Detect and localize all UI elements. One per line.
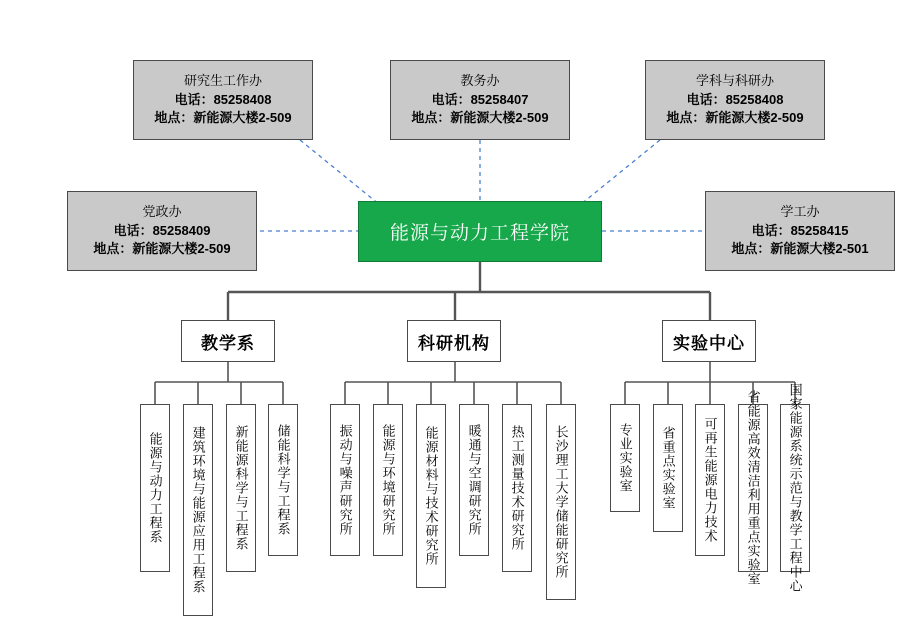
- admin-office-academic-affairs[interactable]: [390, 60, 570, 140]
- list-item[interactable]: 省能源高效清洁利用重点实验室: [738, 404, 768, 572]
- office-phone: 电话：85258408: [686, 91, 784, 107]
- list-item[interactable]: 新能源科学与工程系: [226, 404, 256, 572]
- branch-experiment-centers[interactable]: 实验中心: [662, 320, 756, 362]
- list-item[interactable]: 专业实验室: [610, 404, 640, 512]
- admin-office-student-affairs[interactable]: [705, 191, 895, 271]
- office-name: 研究生工作办: [183, 72, 262, 88]
- office-location: 地点：新能源大楼2-509: [93, 241, 231, 257]
- office-name: 学科与科研办: [695, 72, 774, 88]
- list-item[interactable]: 暖通与空调研究所: [459, 404, 489, 556]
- office-phone: 电话：85258415: [751, 222, 849, 238]
- list-item[interactable]: 省重点实验室: [653, 404, 683, 532]
- office-location: 地点：新能源大楼2-501: [731, 241, 869, 257]
- office-phone: 电话：85258409: [113, 222, 211, 238]
- office-name: 学工办: [780, 203, 820, 219]
- list-item[interactable]: 振动与噪声研究所: [330, 404, 360, 556]
- list-item[interactable]: 长沙理工大学储能研究所: [546, 404, 576, 600]
- list-item[interactable]: 储能科学与工程系: [268, 404, 298, 556]
- list-item[interactable]: 热工测量技术研究所: [502, 404, 532, 572]
- list-item[interactable]: 能源与动力工程系: [140, 404, 170, 572]
- office-phone: 电话：85258408: [174, 91, 272, 107]
- office-location: 地点：新能源大楼2-509: [154, 110, 292, 126]
- list-item[interactable]: 国家能源系统示范与教学工程中心: [780, 404, 810, 572]
- center-node-college[interactable]: 能源与动力工程学院: [358, 201, 602, 262]
- list-item[interactable]: 能源与环境研究所: [373, 404, 403, 556]
- admin-office-party-administration[interactable]: [67, 191, 257, 271]
- branch-research-institutes[interactable]: 科研机构: [407, 320, 501, 362]
- list-item[interactable]: 可再生能源电力技术: [695, 404, 725, 556]
- office-phone: 电话：85258407: [431, 91, 529, 107]
- office-name: 党政办: [142, 203, 182, 219]
- list-item[interactable]: 建筑环境与能源应用工程系: [183, 404, 213, 616]
- office-location: 地点：新能源大楼2-509: [666, 110, 804, 126]
- list-item[interactable]: 能源材料与技术研究所: [416, 404, 446, 588]
- admin-office-graduate-affairs[interactable]: [133, 60, 313, 140]
- office-location: 地点：新能源大楼2-509: [411, 110, 549, 126]
- branch-teaching-departments[interactable]: 教学系: [181, 320, 275, 362]
- admin-office-discipline-research[interactable]: [645, 60, 825, 140]
- office-name: 教务办: [460, 72, 500, 88]
